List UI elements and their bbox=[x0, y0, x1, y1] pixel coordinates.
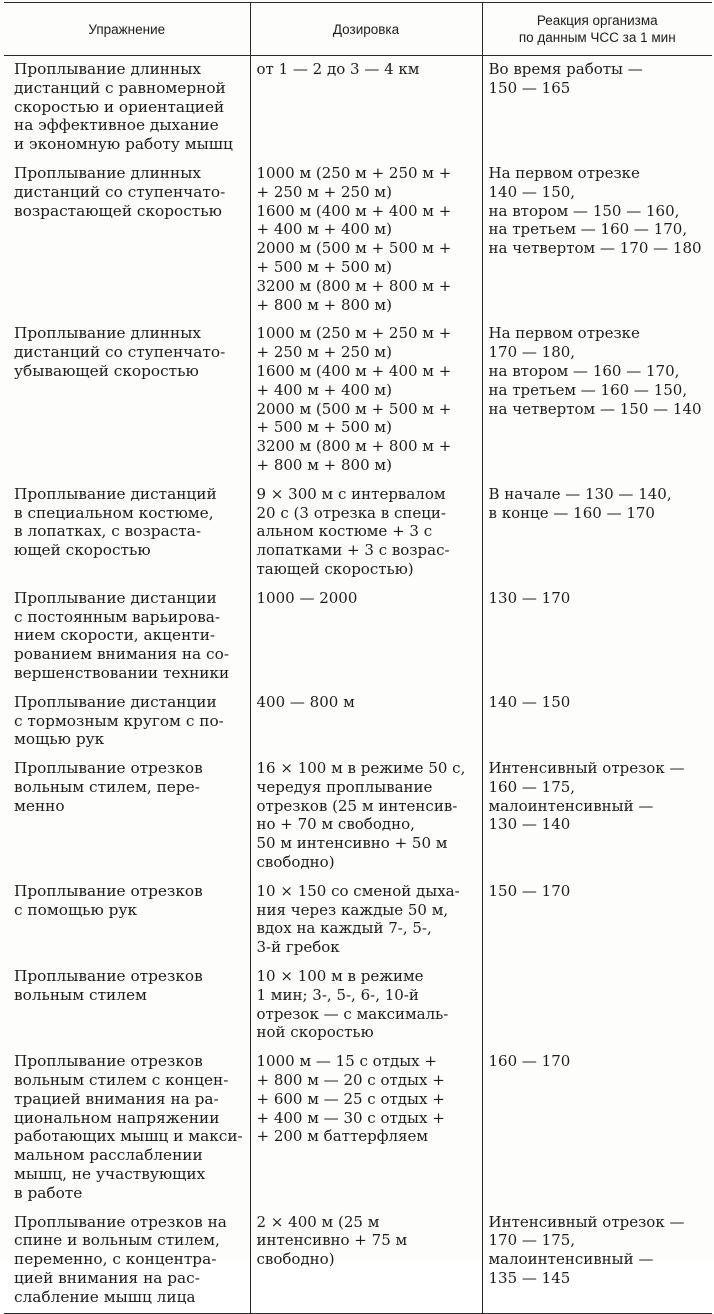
cell-dosage: 1000 м — 15 с отдых + + 800 м — 20 с отдых + + 600 м — 25 с отдых + + 400 м — 30 с отдых + + 200 м баттерфляем bbox=[250, 1048, 482, 1208]
cell-exercise: Проплывание отрезков вольным стилем bbox=[14, 967, 203, 1004]
cell-dosage: 1000 м (250 м + 250 м + + 250 м + 250 м) 1600 м (400 м + 400 м + + 400 м + 400 м) 2000 м (500 м + 500 м + + 500 м + 500 м) 3200 м (800 м + 800 м + + 800 м + 800 м) bbox=[250, 320, 482, 480]
cell-exercise: Проплывание отрезков на спине и вольным стилем, переменно, с концентра- цией внимания на рас- слабление мышц лица bbox=[4, 1209, 250, 1313]
cell-exercise: Проплывание длинных дистанций со ступенчато- возрастающей скоростью bbox=[14, 163, 226, 220]
table-row bbox=[4, 689, 712, 755]
table-body bbox=[4, 56, 712, 1314]
table-row bbox=[4, 1048, 712, 1208]
cell-reaction: 150 — 170 bbox=[482, 878, 712, 963]
cell-reaction: Во время работы — 150 — 165 bbox=[482, 56, 712, 160]
cell-dosage: 400 — 800 м bbox=[250, 689, 482, 755]
cell-dosage: от 1 — 2 до 3 — 4 км bbox=[250, 56, 482, 160]
header-reaction: Реакция организма по данным ЧСС за 1 мин bbox=[482, 3, 712, 56]
cell-dosage: 1000 м (250 м + 250 м + + 250 м + 250 м) 1600 м (400 м + 400 м + + 400 м + 400 м) 2000 м (500 м + 500 м + + 500 м + 500 м) 3200 м (800 м + 800 м + + 800 м + 800 м) bbox=[250, 160, 482, 320]
cell-dosage: 2 × 400 м (25 м интенсивно + 75 м свободно) bbox=[250, 1209, 482, 1313]
table-row bbox=[4, 320, 712, 480]
cell-exercise: Проплывание дистанций в специальном костюме, в лопатках, с возраста- ющей скоростью bbox=[14, 484, 217, 560]
table-row bbox=[4, 963, 712, 1048]
cell-dosage: 10 × 100 м в режиме 1 мин; 3-, 5-, 6-, 10-й отрезок — с максималь- ной скоростью bbox=[250, 963, 482, 1048]
table-header bbox=[4, 3, 712, 56]
table-row bbox=[4, 481, 712, 585]
table-row bbox=[4, 878, 712, 963]
table-row bbox=[4, 56, 712, 160]
cell-reaction: Интенсивный отрезок — 160 — 175, малоинтенсивный — 130 — 140 bbox=[482, 755, 712, 878]
table-row bbox=[4, 585, 712, 689]
cell-exercise: Проплывание отрезков вольным стилем, пере- менно bbox=[14, 759, 203, 815]
cell-exercise: Проплывание дистанции с постоянным варьирова- нием скорости, акценти- рованием внимания на со- вершенствовании техники bbox=[14, 588, 230, 682]
cell-exercise: Проплывание отрезков вольным стилем с концен- трацией внимания на ра- циональном напряжении работающих мышц и макси- мальном расслаблении мышц, не участвующих в работе bbox=[14, 1052, 243, 1202]
cell-dosage: 16 × 100 м в режиме 50 с, чередуя проплывание отрезков (25 м интенсив- но + 70 м свободно, 50 м интенсивно + 50 м свободно) bbox=[250, 755, 482, 878]
cell-reaction: 160 — 170 bbox=[482, 1048, 712, 1208]
cell-exercise: Проплывание дистанции с тормозным кругом с по- мощью рук bbox=[14, 692, 224, 749]
cell-reaction: Интенсивный отрезок — 170 — 175, малоинтенсивный — 135 — 145 bbox=[482, 1209, 712, 1313]
cell-reaction bbox=[482, 963, 712, 1048]
cell-exercise: Проплывание длинных дистанций со ступенчато- убывающей скоростью bbox=[14, 324, 226, 380]
cell-dosage: 1000 — 2000 bbox=[250, 585, 482, 689]
cell-reaction: 140 — 150 bbox=[482, 689, 712, 755]
cell-dosage: 9 × 300 м с интервалом 20 с (3 отрезка в специ- альном костюме + 3 с лопатками + 3 с возрас- тающей скоростью) bbox=[250, 481, 482, 585]
cell-dosage: 10 × 150 со сменой дыха- ния через каждые 50 м, вдох на каждый 7-, 5-, 3-й гребок bbox=[250, 878, 482, 963]
cell-reaction: На первом отрезке 140 — 150, на втором — 150 — 160, на третьем — 160 — 170, на четвертом — 170 — 180 bbox=[482, 160, 712, 320]
header-exercise: Упражнение bbox=[4, 3, 250, 56]
cell-exercise: Проплывание длинных дистанций с равномерной скоростью и ориентацией на эффективное дыхание и экономную работу мышц bbox=[14, 60, 233, 154]
cell-reaction: На первом отрезке 170 — 180, на втором — 160 — 170, на третьем — 160 — 150, на четвертом — 150 — 140 bbox=[482, 320, 712, 480]
cell-reaction: 130 — 170 bbox=[482, 585, 712, 689]
swimming-exercises-table bbox=[4, 2, 712, 1314]
cell-exercise: Проплывание отрезков с помощью рук bbox=[14, 881, 203, 919]
table-row bbox=[4, 160, 712, 320]
header-dosage: Дозировка bbox=[250, 3, 482, 56]
header-row bbox=[4, 3, 712, 56]
cell-reaction: В начале — 130 — 140, в конце — 160 — 170 bbox=[482, 481, 712, 585]
table-row bbox=[4, 755, 712, 878]
